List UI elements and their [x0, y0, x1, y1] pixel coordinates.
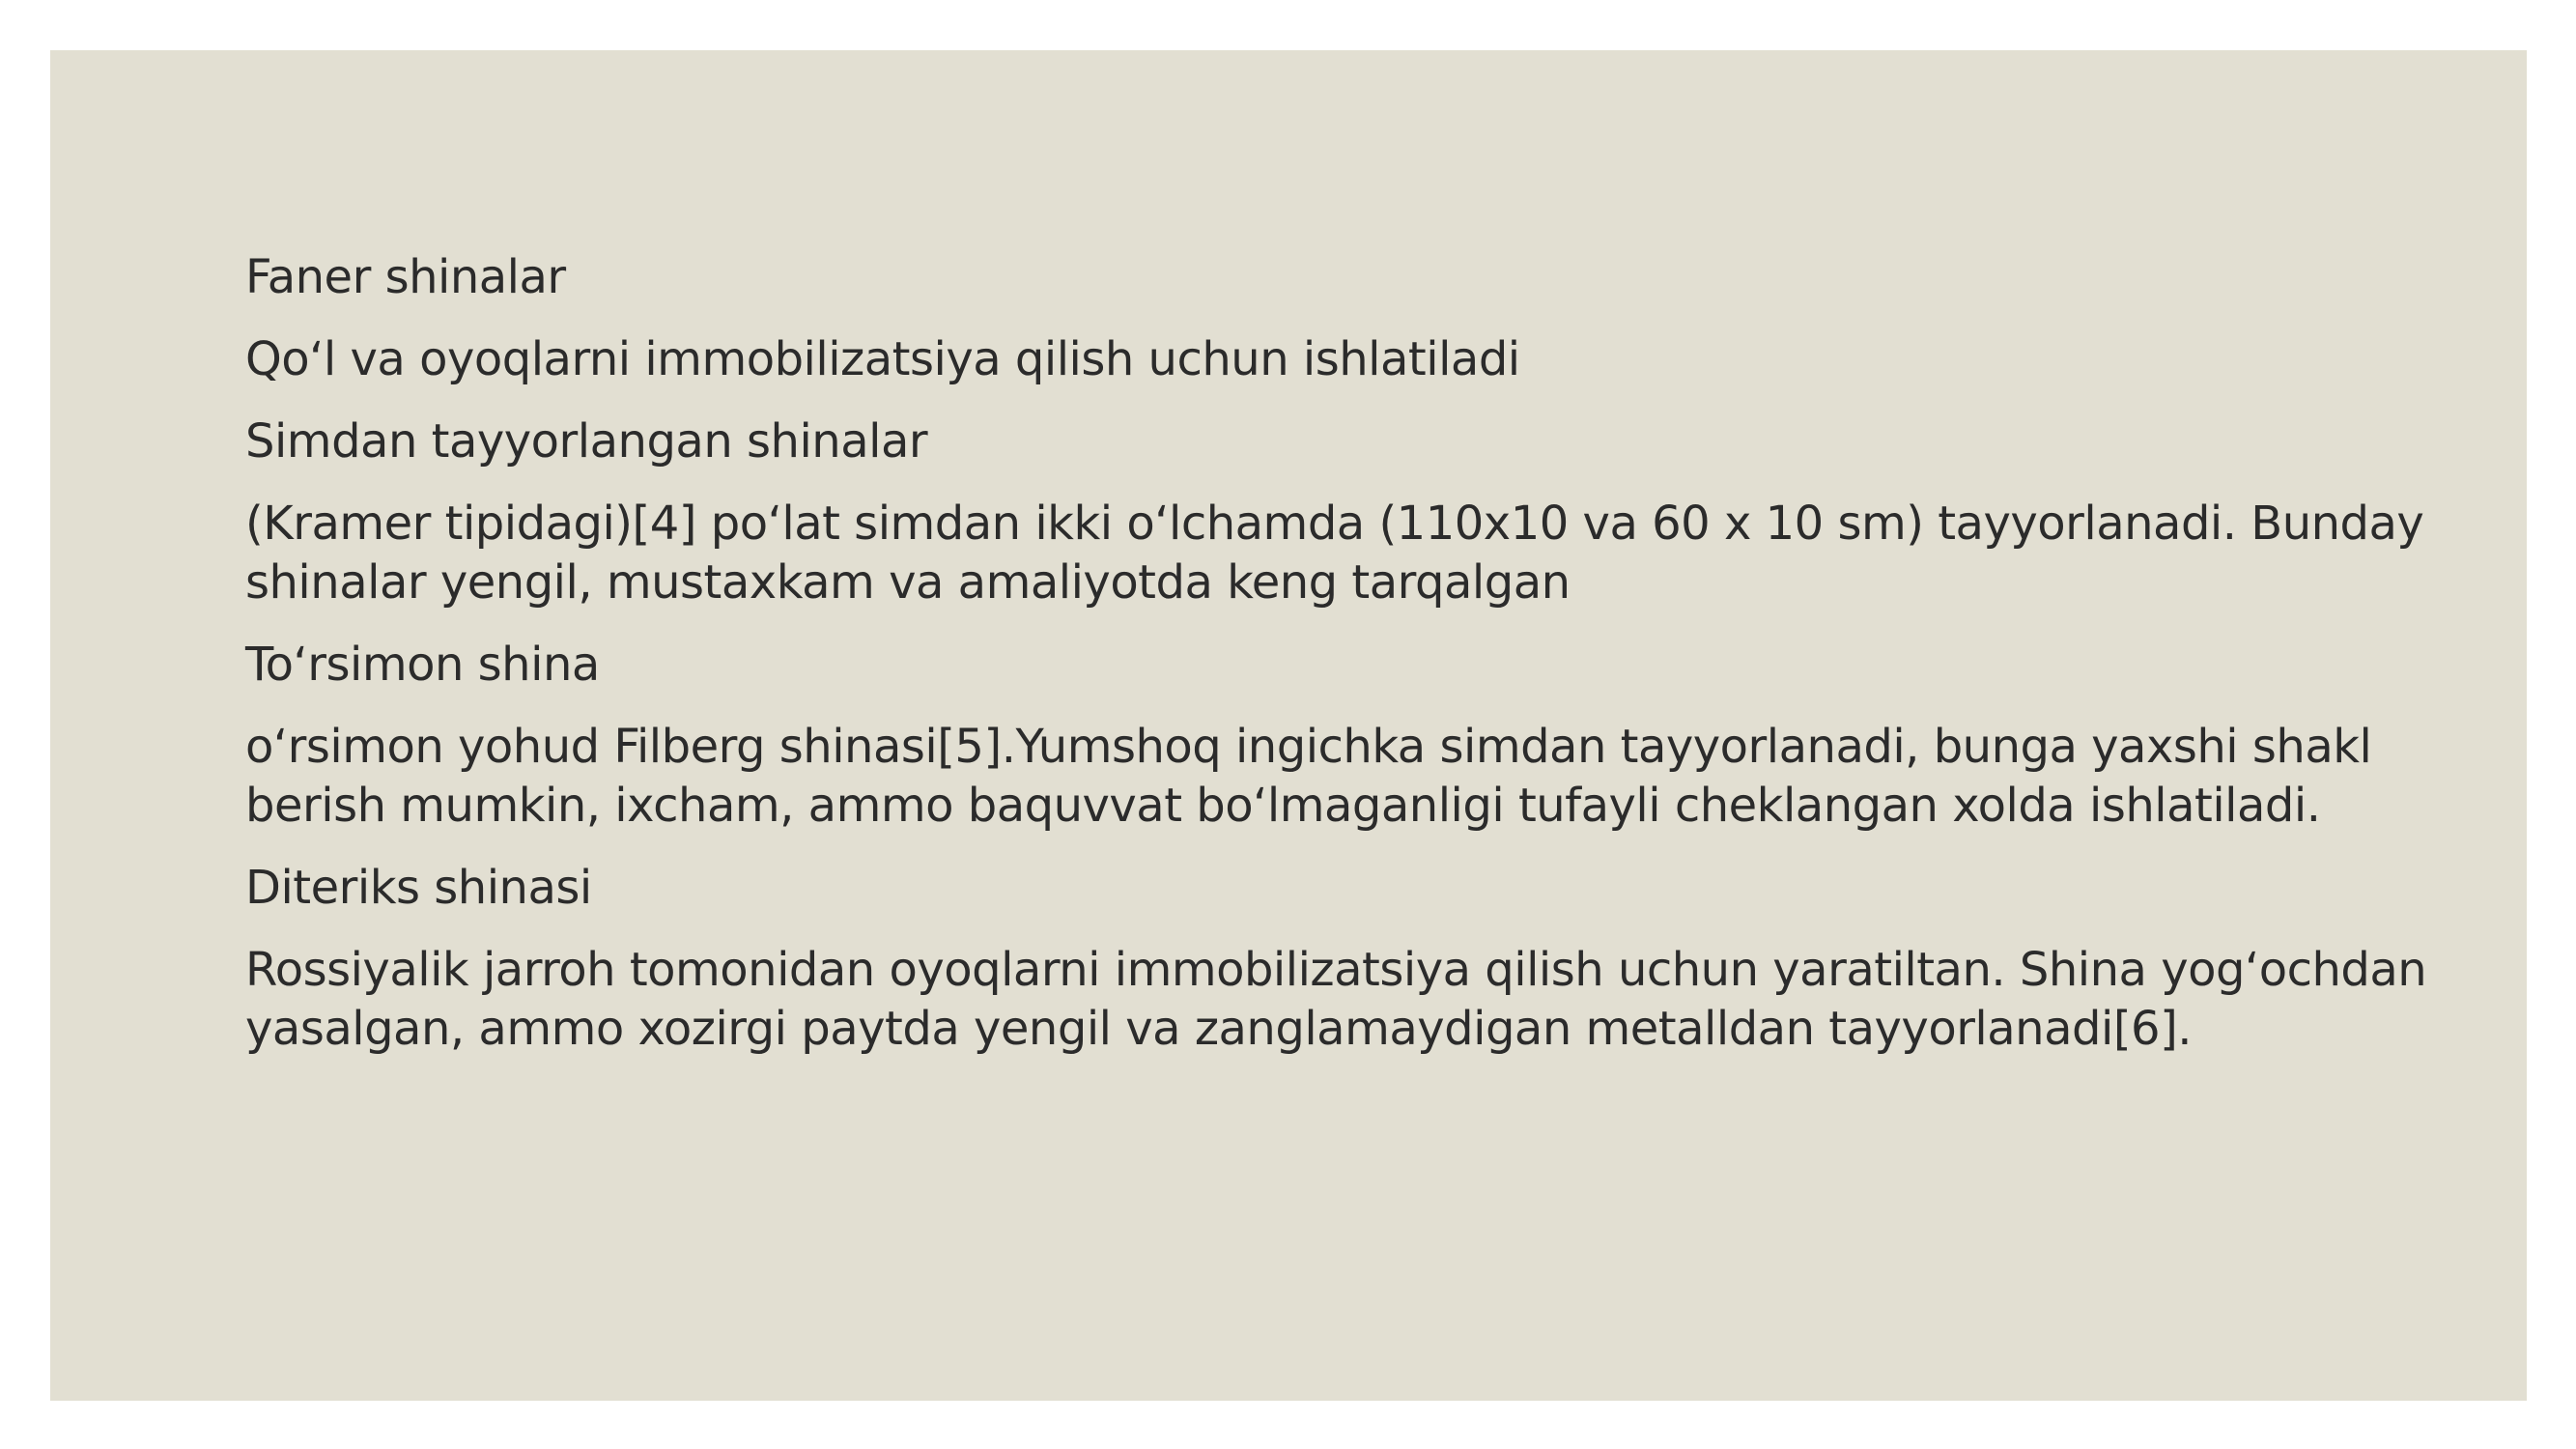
heading-faner-shinalar: Faner shinalar [245, 250, 566, 304]
text-kramer-description: (Kramer tipidagi)[4] po‘lat simdan ikki o‘lchamda (110x10 va 60 x 10 sm) tayyorlanadi. Bunday shinalar yengil, mustaxkam va amaliyotda keng tarqalgan [245, 497, 2424, 610]
slide [50, 50, 2527, 1401]
heading-simdan-shinalar: Simdan tayyorlangan shinalar [245, 414, 928, 469]
slide-text-body [245, 248, 2428, 1082]
heading-torsimon-shina: To‘rsimon shina [245, 638, 600, 692]
text-filberg-description: o‘rsimon yohud Filberg shinasi[5].Yumshoq ingichka simdan tayyorlanadi, bunga yaxshi shakl berish mumkin, ixcham, ammo baquvvat bo‘lmaganligi tufayli cheklangan xolda ishlatiladi. [245, 720, 2372, 833]
text-faner-description: Qo‘l va oyoqlarni immobilizatsiya qilish uchun ishlatiladi [245, 332, 1520, 386]
heading-diteriks-shinasi: Diteriks shinasi [245, 861, 592, 915]
text-diteriks-description: Rossiyalik jarroh tomonidan oyoqlarni immobilizatsiya qilish uchun yaratiltan. Shina yog‘ochdan yasalgan, ammo xozirgi paytda yengil va zanglamaydigan metalldan tayyorlanadi[6]. [245, 943, 2427, 1056]
